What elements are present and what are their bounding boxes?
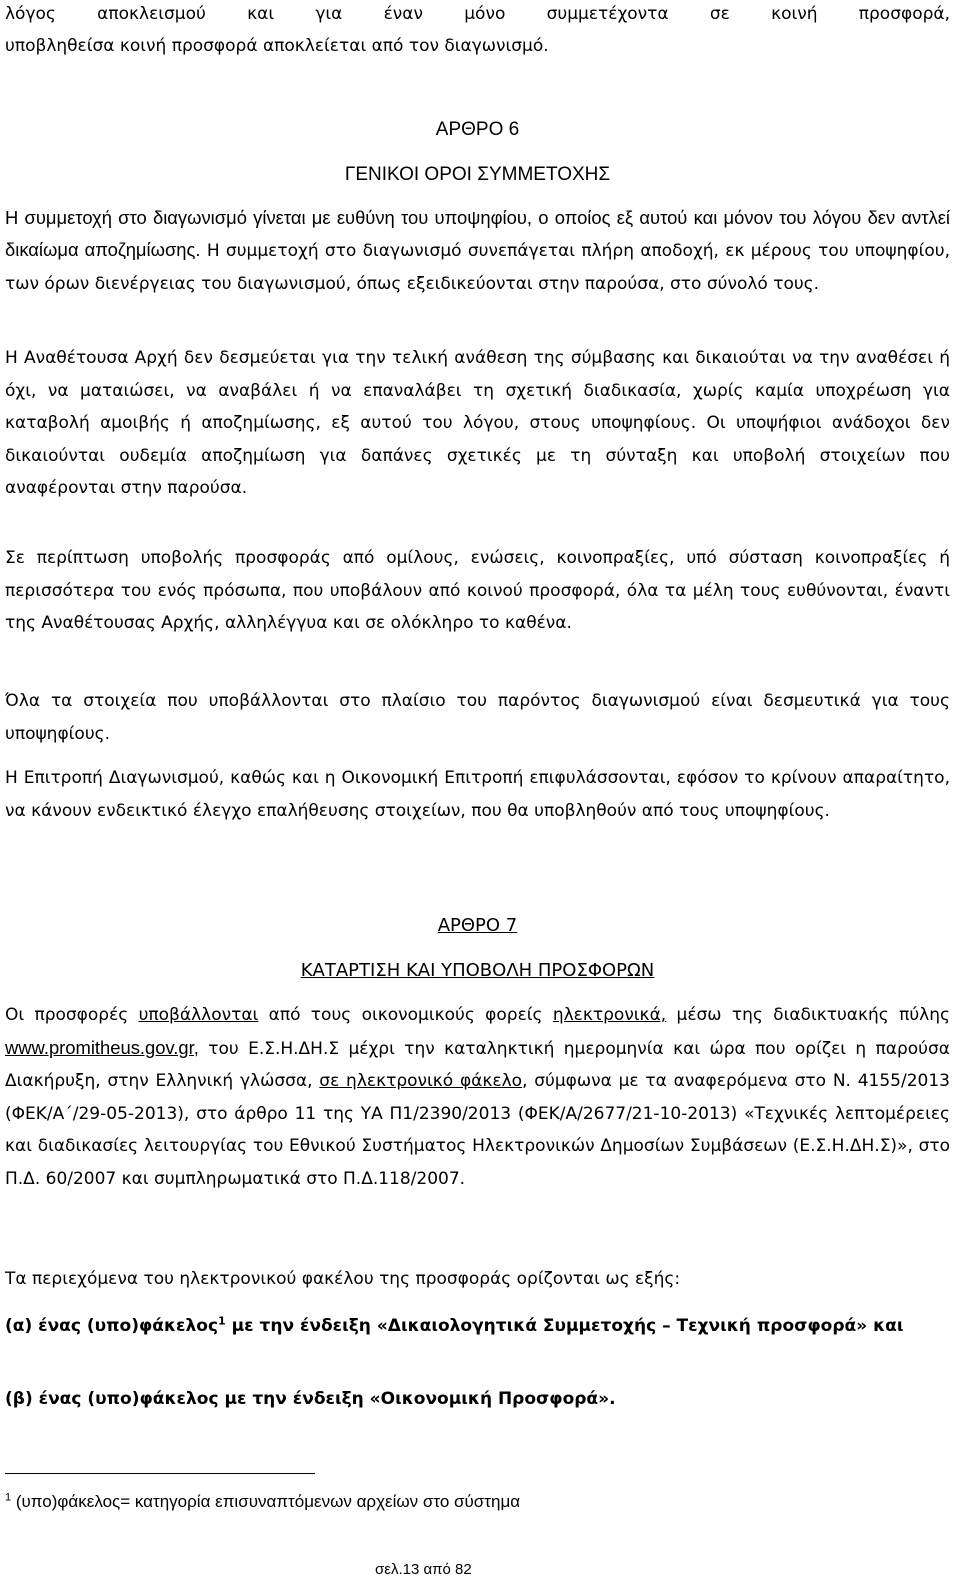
electronically-underlined: ηλεκτρονικά, <box>552 1005 667 1025</box>
article-7-paragraph-2: Τα περιεχόμενα του ηλεκτρονικού φακέλου της προσφοράς ορίζονται ως εξής: <box>5 1269 681 1289</box>
article-6-paragraph-3: Σε περίπτωση υποβολής προσφοράς από ομίλους, ενώσεις, κοινοπραξίες, υπό σύσταση κοινοπραξίες ή περισσότερα του ενός πρόσωπα, που υποβάλουν από κοινού προσφορά, όλα τα μέλη τους ευθύνονται, έναντι της Αναθέτουσας Αρχής, αλληλέγγυα και σε ολόκληρο το καθένα. <box>5 548 950 633</box>
article-6-paragraph-4: Όλα τα στοιχεία που υποβάλλονται στο πλαίσιο του παρόντος διαγωνισμού είναι δεσμευτικά για τους υποψηφίους. <box>5 691 950 744</box>
submission-underlined: υποβάλλονται <box>138 1005 259 1025</box>
article-7-paragraph-1 <box>5 999 950 1195</box>
page-number: σελ.13 από 82 <box>375 1561 472 1578</box>
article-6-paragraph-1 <box>5 202 950 300</box>
article-6-title: ΓΕΝΙΚΟΙ ΟΡΟΙ ΣΥΜΜΕΤΟΧΗΣ <box>344 164 611 185</box>
intro-paragraph <box>5 0 950 62</box>
article-6-number: ΑΡΘΡΟ 6 <box>435 119 520 140</box>
intro-line-1: λόγος αποκλεισμού και για έναν μόνο συμμετέχοντα σε κοινή προσφορά, <box>5 4 950 24</box>
article-6-p1-part-2: Η συμμετοχή στο διαγωνισμό συνεπάγεται πλήρη αποδοχή, εκ μέρους του υποψηφίου, των όρων διενέργειας του διαγωνισμού, όπως εξειδικεύονται στην παρούσα, στο σύνολό τους. <box>5 241 950 294</box>
item-a-text-2: με την ένδειξη «Δικαιολογητικά Συμμετοχής – Τεχνική προσφορά» και <box>225 1316 904 1336</box>
electronic-folder-underlined: σε ηλεκτρονικό φάκελο <box>319 1071 523 1091</box>
article-7-number: ΑΡΘΡΟ 7 <box>437 915 518 936</box>
article-7-p1-text-e: μέσω της διαδικτυακής πύλης <box>666 1005 950 1025</box>
envelope-item-a <box>5 1310 950 1343</box>
intro-line-2: υποβληθείσα κοινή προσφορά αποκλείεται από τον διαγωνισμό. <box>5 36 549 56</box>
envelope-item-b: (β) ένας (υπο)φάκελος με την ένδειξη «Οικονομική Προσφορά». <box>5 1389 616 1409</box>
article-7-p1-text-a: Οι προσφορές <box>5 1005 139 1025</box>
article-6-p1-part-1: Η συμμετοχή στο διαγωνισμό γίνεται με ευθύνη του υποψηφίου, ο οποίος εξ αυτού και μόνον του λόγου δεν αντλεί δικαίωμα αποζημίωσης. <box>5 207 950 260</box>
footnote <box>5 1490 950 1514</box>
promitheus-link[interactable]: www.promitheus.gov.gr, <box>5 1036 199 1058</box>
article-6-paragraph-2: Η Αναθέτουσα Αρχή δεν δεσμεύεται για την τελική ανάθεση της σύμβασης και δικαιούται να την αναθέσει ή όχι, να ματαιώσει, να αναβάλει ή να επαναλάβει τη σχετική διαδικασία, χωρίς καμία υποχρέωση για καταβολή αμοιβής ή αποζημίωσης, εξ αυτού του λόγου, στους υποψηφίους. Οι υποψήφιοι ανάδοχοι δεν δικαιούνται ουδεμία αποζημίωση για δαπάνες σχετικές με τη σύνταξη και υποβολή στοιχείων που αναφέρονται στην παρούσα. <box>5 348 950 498</box>
article-7-p1-text-g: του Ε.Σ.Η.ΔΗ.Σ μέχρι την καταληκτική ημερομηνία και ώρα που ορίζει η παρούσα Διακήρυξη, στην Ελληνική γλώσσα, <box>5 1038 950 1091</box>
footnote-mark: 1 <box>5 1491 12 1504</box>
article-7-title: ΚΑΤΑΡΤΙΣΗ ΚΑΙ ΥΠΟΒΟΛΗ ΠΡΟΣΦΟΡΩΝ <box>300 960 655 981</box>
footnote-reference[interactable]: 1 <box>218 1314 226 1328</box>
article-7-p1-text-i: , σύμφωνα με τα αναφερόμενα στο Ν. 4155/2013 (ΦΕΚ/Α΄/29-05-2013), στο άρθρο 11 της ΥΑ Π1/2390/2013 (ΦΕΚ/Α/2677/21-10-2013) «Τεχνικές λεπτομέρειες και διαδικασίες λειτουργίας του Εθνικού Συστήματος Ηλεκτρονικών Δημοσίων Συμβάσεων (Ε.Σ.Η.ΔΗ.Σ)», στο Π.Δ. 60/2007 και συμπληρωματικά στο Π.Δ.118/2007. <box>5 1071 950 1189</box>
item-a-text-1: (α) ένας (υπο)φάκελος <box>5 1316 219 1336</box>
footnote-divider <box>5 1473 315 1474</box>
footnote-text: (υπο)φάκελος= κατηγορία επισυναπτόμενων αρχείων στο σύστημα <box>11 1492 521 1511</box>
article-7-p1-text-c: από τους οικονομικούς φορείς <box>258 1005 553 1025</box>
article-6-paragraph-5: Η Επιτροπή Διαγωνισμού, καθώς και η Οικονομική Επιτροπή επιφυλάσσονται, εφόσον το κρίνουν απαραίτητο, να κάνουν ενδεικτικό έλεγχο επαλήθευσης στοιχείων, που θα υποβληθούν από τους υποψηφίους. <box>5 768 950 821</box>
